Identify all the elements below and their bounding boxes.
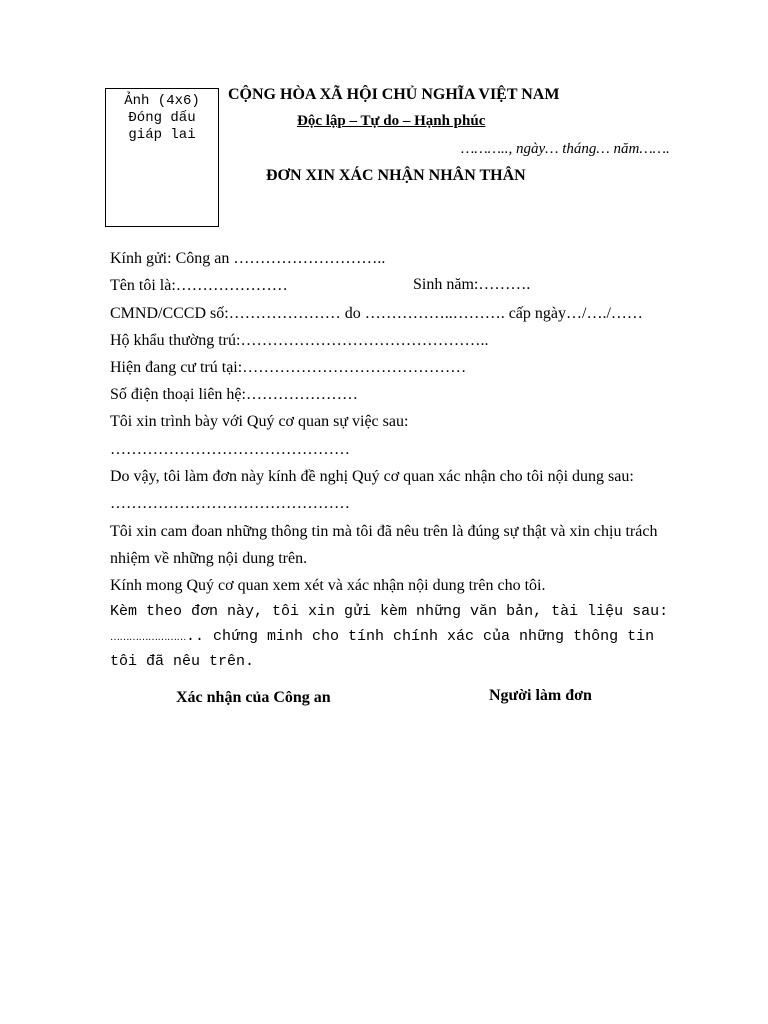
photo-box-line-2: Đóng dấu bbox=[128, 110, 196, 126]
attachments-line-2 bbox=[110, 627, 654, 648]
police-confirmation-label: Xác nhận của Công an bbox=[176, 689, 331, 706]
attachments-line-1: Kèm theo đơn này, tôi xin gửi kèm những văn bản, tài liệu sau: bbox=[110, 603, 669, 620]
id-card-line: CMND/CCCD số:………………… do ……………..………. cấp ngày…/…./…… bbox=[110, 305, 643, 322]
present-matter-line: Tôi xin trình bày với Quý cơ quan sự việc sau: bbox=[110, 413, 409, 430]
date-line: ……….., ngày… tháng… năm……. bbox=[461, 141, 670, 157]
attachments-line-2-text: .. chứng minh cho tính chính xác của những thông tin bbox=[186, 628, 655, 645]
commitment-line-1: Tôi xin cam đoan những thông tin mà tôi đã nêu trên là đúng sự thật và xin chịu trách bbox=[110, 523, 658, 540]
plea-line: Kính mong Quý cơ quan xem xét và xác nhận nội dung trên cho tôi. bbox=[110, 577, 546, 594]
photo-box-line-1: Ảnh (4x6) bbox=[124, 93, 200, 109]
matter-dots-line: ……………………………………… bbox=[110, 441, 350, 458]
request-dots-line: ……………………………………… bbox=[110, 495, 350, 512]
attachments-line-3: tôi đã nêu trên. bbox=[110, 653, 255, 670]
household-line: Hộ khẩu thường trú:……………………………………….. bbox=[110, 332, 489, 349]
birth-year-line: Sinh năm:………. bbox=[413, 276, 531, 293]
addressee-line: Kính gửi: Công an ……………………….. bbox=[110, 250, 386, 267]
national-motto: Độc lập – Tự do – Hạnh phúc bbox=[297, 113, 486, 129]
applicant-signature-label: Người làm đơn bbox=[489, 687, 592, 704]
photo-placeholder-box bbox=[105, 88, 219, 227]
photo-box-line-3: giáp lai bbox=[128, 127, 196, 143]
commitment-line-2: nhiệm về những nội dung trên. bbox=[110, 550, 308, 567]
attachments-dots: …………………… bbox=[110, 632, 186, 643]
residence-line: Hiện đang cư trú tại:…………………………………… bbox=[110, 359, 467, 376]
national-title: CỘNG HÒA XÃ HỘI CHỦ NGHĨA VIỆT NAM bbox=[228, 86, 560, 103]
name-line: Tên tôi là:………………… bbox=[110, 277, 288, 294]
request-line: Do vậy, tôi làm đơn này kính đề nghị Quý cơ quan xác nhận cho tôi nội dung sau: bbox=[110, 468, 634, 485]
document-title: ĐƠN XIN XÁC NHẬN NHÂN THÂN bbox=[266, 167, 526, 184]
phone-line: Số điện thoại liên hệ:………………… bbox=[110, 386, 358, 403]
